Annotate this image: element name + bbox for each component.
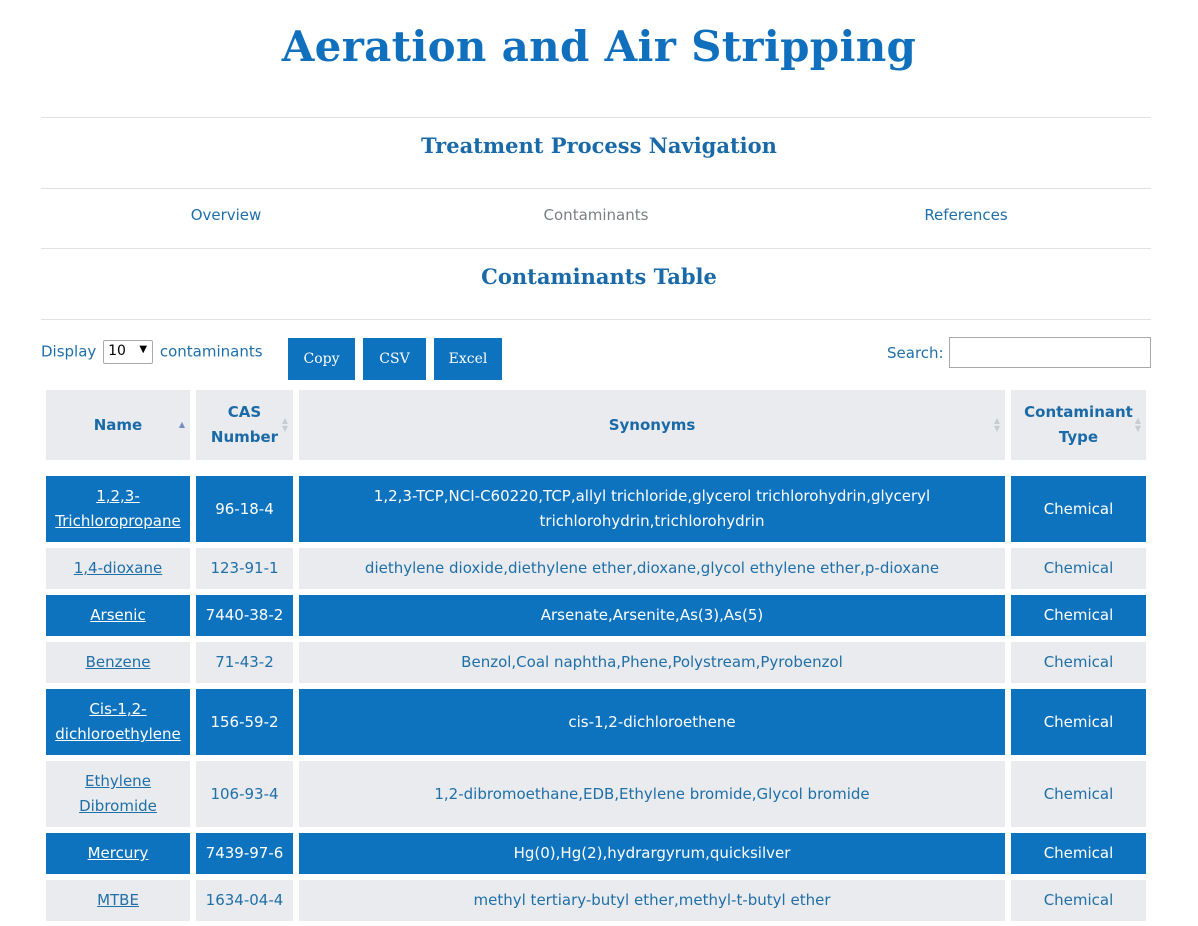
divider bbox=[41, 117, 1151, 118]
contaminant-link[interactable]: Mercury bbox=[87, 844, 149, 862]
process-nav bbox=[41, 206, 1151, 232]
contaminant-type-cell bbox=[1011, 761, 1146, 827]
search-input[interactable] bbox=[949, 337, 1151, 368]
display-length-value: 10 bbox=[108, 343, 126, 359]
search-label: Search: bbox=[887, 344, 944, 362]
contaminant-link[interactable]: 1,4-dioxane bbox=[73, 559, 163, 577]
table-title: Contaminants Table bbox=[481, 264, 717, 289]
contaminant-type-cell bbox=[1011, 642, 1146, 683]
copy-button[interactable]: Copy bbox=[288, 338, 355, 380]
nav-link-overview[interactable]: Overview bbox=[190, 206, 262, 224]
csv-button[interactable]: CSV bbox=[363, 338, 426, 380]
synonyms-cell bbox=[299, 642, 1005, 683]
cell-text: Arsenate,Arsenite,As(3),As(5) bbox=[540, 606, 764, 624]
divider bbox=[41, 188, 1151, 189]
contaminant-name-cell bbox=[46, 548, 190, 589]
synonyms-cell bbox=[299, 880, 1005, 921]
cas-number-cell bbox=[196, 548, 293, 589]
contaminant-link[interactable]: Ethylene Dibromide bbox=[79, 772, 157, 815]
sort-icon: ▲ ▼ bbox=[993, 416, 1000, 433]
contaminant-name-cell bbox=[46, 880, 190, 921]
cell-text: Chemical bbox=[1043, 499, 1114, 518]
sort-icon: ▲ bbox=[178, 420, 185, 429]
cas-number-cell bbox=[196, 761, 293, 827]
display-prefix: Display bbox=[41, 342, 97, 361]
cell-text: 71-43-2 bbox=[215, 653, 274, 671]
contaminant-type-cell bbox=[1011, 689, 1146, 755]
contaminant-type-cell bbox=[1011, 833, 1146, 874]
header-name[interactable] bbox=[46, 390, 190, 460]
divider bbox=[41, 319, 1151, 320]
cell-text: 96-18-4 bbox=[215, 499, 274, 518]
synonyms-cell bbox=[299, 833, 1005, 874]
contaminant-type-cell bbox=[1011, 880, 1146, 921]
contaminant-name-cell bbox=[46, 476, 190, 542]
header-contaminant-type[interactable] bbox=[1011, 390, 1146, 460]
cas-number-cell bbox=[196, 833, 293, 874]
header-label: Contaminant Type bbox=[1024, 403, 1133, 446]
header-synonyms[interactable] bbox=[299, 390, 1005, 460]
nav-link-contaminants[interactable]: Contaminants bbox=[543, 206, 649, 224]
display-length-select[interactable] bbox=[103, 340, 153, 364]
nav-link-references[interactable]: References bbox=[924, 206, 1008, 224]
cell-text: 1,2-dibromoethane,EDB,Ethylene bromide,Glycol bromide bbox=[434, 784, 870, 803]
cell-text: Chemical bbox=[1043, 891, 1114, 909]
cell-text: cis-1,2-dichloroethene bbox=[568, 712, 736, 731]
cell-text: 1,2,3-TCP,NCI-C60220,TCP,allyl trichloride,glycerol trichlorohydrin,glyceryl trichlorohydrin,trichlorohydrin bbox=[373, 487, 931, 530]
synonyms-cell bbox=[299, 476, 1005, 542]
page-title: Aeration and Air Stripping bbox=[281, 22, 917, 71]
display-length bbox=[41, 340, 263, 364]
cas-number-cell bbox=[196, 689, 293, 755]
cell-text: Chemical bbox=[1043, 844, 1114, 862]
table-controls bbox=[41, 336, 1151, 382]
cell-text: 123-91-1 bbox=[210, 559, 279, 577]
sort-icon: ▲ ▼ bbox=[1134, 416, 1141, 433]
cell-text: 7439-97-6 bbox=[205, 844, 284, 862]
cas-number-cell bbox=[196, 642, 293, 683]
contaminant-name-cell bbox=[46, 689, 190, 755]
contaminant-name-cell bbox=[46, 833, 190, 874]
contaminant-link[interactable]: Cis-1,2- dichloroethylene bbox=[55, 700, 181, 743]
cell-text: Chemical bbox=[1043, 653, 1114, 671]
cell-text: methyl tertiary-butyl ether,methyl-t-butyl ether bbox=[473, 891, 831, 909]
cell-text: 106-93-4 bbox=[210, 784, 279, 803]
cell-text: 7440-38-2 bbox=[205, 606, 284, 624]
header-label: Synonyms bbox=[608, 415, 696, 434]
chevron-down-icon: ▼ bbox=[139, 344, 148, 355]
cell-text: Chemical bbox=[1043, 784, 1114, 803]
synonyms-cell bbox=[299, 689, 1005, 755]
divider bbox=[41, 248, 1151, 249]
synonyms-cell bbox=[299, 595, 1005, 636]
header-cas-number[interactable] bbox=[196, 390, 293, 460]
contaminant-link[interactable]: Benzene bbox=[85, 653, 151, 671]
contaminant-name-cell bbox=[46, 595, 190, 636]
sort-icon: ▲ ▼ bbox=[281, 416, 288, 433]
header-label: CAS Number bbox=[210, 403, 279, 446]
contaminant-link[interactable]: 1,2,3- Trichloropropane bbox=[55, 487, 181, 530]
cell-text: Hg(0),Hg(2),hydrargyrum,quicksilver bbox=[513, 844, 791, 862]
contaminant-name-cell bbox=[46, 761, 190, 827]
synonyms-cell bbox=[299, 761, 1005, 827]
cell-text: 1634-04-4 bbox=[205, 891, 284, 909]
contaminant-link[interactable]: Arsenic bbox=[90, 606, 146, 624]
cas-number-cell bbox=[196, 476, 293, 542]
cell-text: 156-59-2 bbox=[210, 712, 279, 731]
synonyms-cell bbox=[299, 548, 1005, 589]
nav-title: Treatment Process Navigation bbox=[421, 133, 777, 158]
cell-text: Chemical bbox=[1043, 712, 1114, 731]
cell-text: diethylene dioxide,diethylene ether,dioxane,glycol ethylene ether,p-dioxane bbox=[364, 559, 940, 577]
header-label: Name bbox=[93, 415, 143, 434]
cell-text: Benzol,Coal naphtha,Phene,Polystream,Pyrobenzol bbox=[461, 653, 843, 671]
display-suffix: contaminants bbox=[159, 342, 263, 361]
cell-text: Chemical bbox=[1043, 559, 1114, 577]
excel-button[interactable]: Excel bbox=[434, 338, 502, 380]
cas-number-cell bbox=[196, 880, 293, 921]
contaminant-type-cell bbox=[1011, 595, 1146, 636]
contaminant-name-cell bbox=[46, 642, 190, 683]
contaminant-link[interactable]: MTBE bbox=[97, 891, 139, 909]
cell-text: Chemical bbox=[1043, 606, 1114, 624]
contaminant-type-cell bbox=[1011, 548, 1146, 589]
contaminant-type-cell bbox=[1011, 476, 1146, 542]
cas-number-cell bbox=[196, 595, 293, 636]
